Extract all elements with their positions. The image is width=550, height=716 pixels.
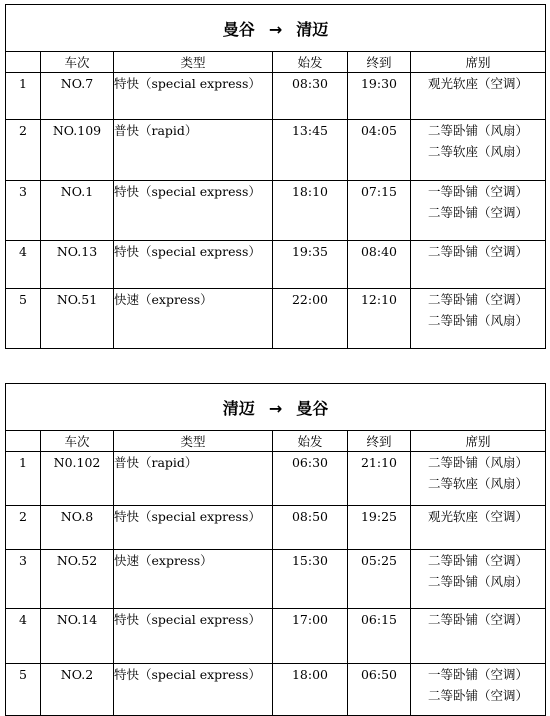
train-type: 特快（special express） bbox=[114, 181, 273, 241]
header-index bbox=[6, 52, 41, 73]
seat-class: 二等卧铺（风扇） bbox=[428, 455, 529, 470]
depart-time: 06:30 bbox=[273, 452, 348, 506]
depart-time: 13:45 bbox=[273, 120, 348, 181]
seat-class: 二等卧铺（风扇） bbox=[428, 313, 529, 328]
arrive-time: 06:15 bbox=[348, 609, 411, 664]
train-number: NO.1 bbox=[41, 181, 114, 241]
train-number: NO.52 bbox=[41, 550, 114, 609]
depart-time: 17:00 bbox=[273, 609, 348, 664]
table-row bbox=[6, 181, 546, 241]
row-index: 4 bbox=[6, 241, 41, 289]
row-index: 1 bbox=[6, 452, 41, 506]
arrive-time: 19:30 bbox=[348, 73, 411, 120]
arrive-time: 05:25 bbox=[348, 550, 411, 609]
seat-class: 二等卧铺（空调） bbox=[428, 688, 529, 703]
header-seats: 席别 bbox=[411, 52, 546, 73]
train-type: 快速（express） bbox=[114, 550, 273, 609]
depart-time: 15:30 bbox=[273, 550, 348, 609]
header-row bbox=[6, 431, 546, 452]
header-index bbox=[6, 431, 41, 452]
table-row bbox=[6, 609, 546, 664]
train-type: 特快（special express） bbox=[114, 506, 273, 550]
table-row bbox=[6, 73, 546, 120]
train-number: NO.109 bbox=[41, 120, 114, 181]
seat-class: 二等软座（风扇） bbox=[428, 144, 529, 159]
header-row bbox=[6, 52, 546, 73]
seat-classes bbox=[411, 506, 546, 550]
table-row bbox=[6, 289, 546, 349]
table-row bbox=[6, 664, 546, 716]
arrive-time: 04:05 bbox=[348, 120, 411, 181]
train-number: N0.102 bbox=[41, 452, 114, 506]
origin-city: 曼谷 bbox=[222, 19, 255, 39]
header-train: 车次 bbox=[41, 431, 114, 452]
row-index: 5 bbox=[6, 664, 41, 716]
table-title bbox=[6, 5, 546, 52]
seat-class: 一等卧铺（空调） bbox=[428, 667, 529, 682]
train-type: 快速（express） bbox=[114, 289, 273, 349]
timetable-bangkok-chiangmai bbox=[5, 4, 546, 349]
row-index: 2 bbox=[6, 120, 41, 181]
train-number: NO.13 bbox=[41, 241, 114, 289]
train-type: 普快（rapid） bbox=[114, 120, 273, 181]
seat-class: 二等卧铺（空调） bbox=[428, 553, 529, 568]
seat-classes bbox=[411, 550, 546, 609]
arrive-time: 06:50 bbox=[348, 664, 411, 716]
seat-class: 观光软座（空调） bbox=[428, 76, 529, 91]
seat-class: 二等卧铺（空调） bbox=[428, 292, 529, 307]
train-type: 特快（special express） bbox=[114, 73, 273, 120]
seat-class: 二等软座（风扇） bbox=[428, 476, 529, 491]
arrive-time: 12:10 bbox=[348, 289, 411, 349]
seat-class: 二等卧铺（空调） bbox=[428, 612, 529, 627]
seat-class: 观光软座（空调） bbox=[428, 509, 529, 524]
row-index: 3 bbox=[6, 181, 41, 241]
table-row bbox=[6, 452, 546, 506]
origin-city: 清迈 bbox=[222, 398, 255, 418]
depart-time: 18:10 bbox=[273, 181, 348, 241]
seat-classes bbox=[411, 73, 546, 120]
row-index: 5 bbox=[6, 289, 41, 349]
header-type: 类型 bbox=[114, 52, 273, 73]
header-type: 类型 bbox=[114, 431, 273, 452]
seat-class: 一等卧铺（空调） bbox=[428, 184, 529, 199]
depart-time: 19:35 bbox=[273, 241, 348, 289]
row-index: 3 bbox=[6, 550, 41, 609]
table-row bbox=[6, 506, 546, 550]
train-number: NO.51 bbox=[41, 289, 114, 349]
timetable-chiangmai-bangkok bbox=[5, 383, 546, 716]
table-row bbox=[6, 120, 546, 181]
table-title bbox=[6, 384, 546, 431]
arrive-time: 19:25 bbox=[348, 506, 411, 550]
depart-time: 18:00 bbox=[273, 664, 348, 716]
train-type: 特快（special express） bbox=[114, 241, 273, 289]
table-row bbox=[6, 550, 546, 609]
header-depart: 始发 bbox=[273, 52, 348, 73]
train-number: NO.14 bbox=[41, 609, 114, 664]
table-row bbox=[6, 241, 546, 289]
row-index: 1 bbox=[6, 73, 41, 120]
train-type: 特快（special express） bbox=[114, 664, 273, 716]
depart-time: 08:50 bbox=[273, 506, 348, 550]
row-index: 2 bbox=[6, 506, 41, 550]
train-type: 普快（rapid） bbox=[114, 452, 273, 506]
seat-classes bbox=[411, 120, 546, 181]
seat-classes bbox=[411, 181, 546, 241]
seat-class: 二等卧铺（风扇） bbox=[428, 574, 529, 589]
arrow-icon: → bbox=[268, 19, 283, 39]
arrive-time: 07:15 bbox=[348, 181, 411, 241]
arrive-time: 08:40 bbox=[348, 241, 411, 289]
seat-classes bbox=[411, 289, 546, 349]
depart-time: 22:00 bbox=[273, 289, 348, 349]
row-index: 4 bbox=[6, 609, 41, 664]
header-train: 车次 bbox=[41, 52, 114, 73]
train-number: NO.8 bbox=[41, 506, 114, 550]
seat-classes bbox=[411, 452, 546, 506]
train-type: 特快（special express） bbox=[114, 609, 273, 664]
header-arrive: 终到 bbox=[348, 52, 411, 73]
depart-time: 08:30 bbox=[273, 73, 348, 120]
seat-classes bbox=[411, 241, 546, 289]
seat-class: 二等卧铺（空调） bbox=[428, 244, 529, 259]
header-arrive: 终到 bbox=[348, 431, 411, 452]
arrive-time: 21:10 bbox=[348, 452, 411, 506]
seat-class: 二等卧铺（风扇） bbox=[428, 123, 529, 138]
destination-city: 曼谷 bbox=[296, 398, 329, 418]
train-number: NO.7 bbox=[41, 73, 114, 120]
header-depart: 始发 bbox=[273, 431, 348, 452]
seat-class: 二等卧铺（空调） bbox=[428, 205, 529, 220]
seat-classes bbox=[411, 664, 546, 716]
destination-city: 清迈 bbox=[296, 19, 329, 39]
header-seats: 席别 bbox=[411, 431, 546, 452]
seat-classes bbox=[411, 609, 546, 664]
train-number: NO.2 bbox=[41, 664, 114, 716]
arrow-icon: → bbox=[268, 398, 283, 418]
